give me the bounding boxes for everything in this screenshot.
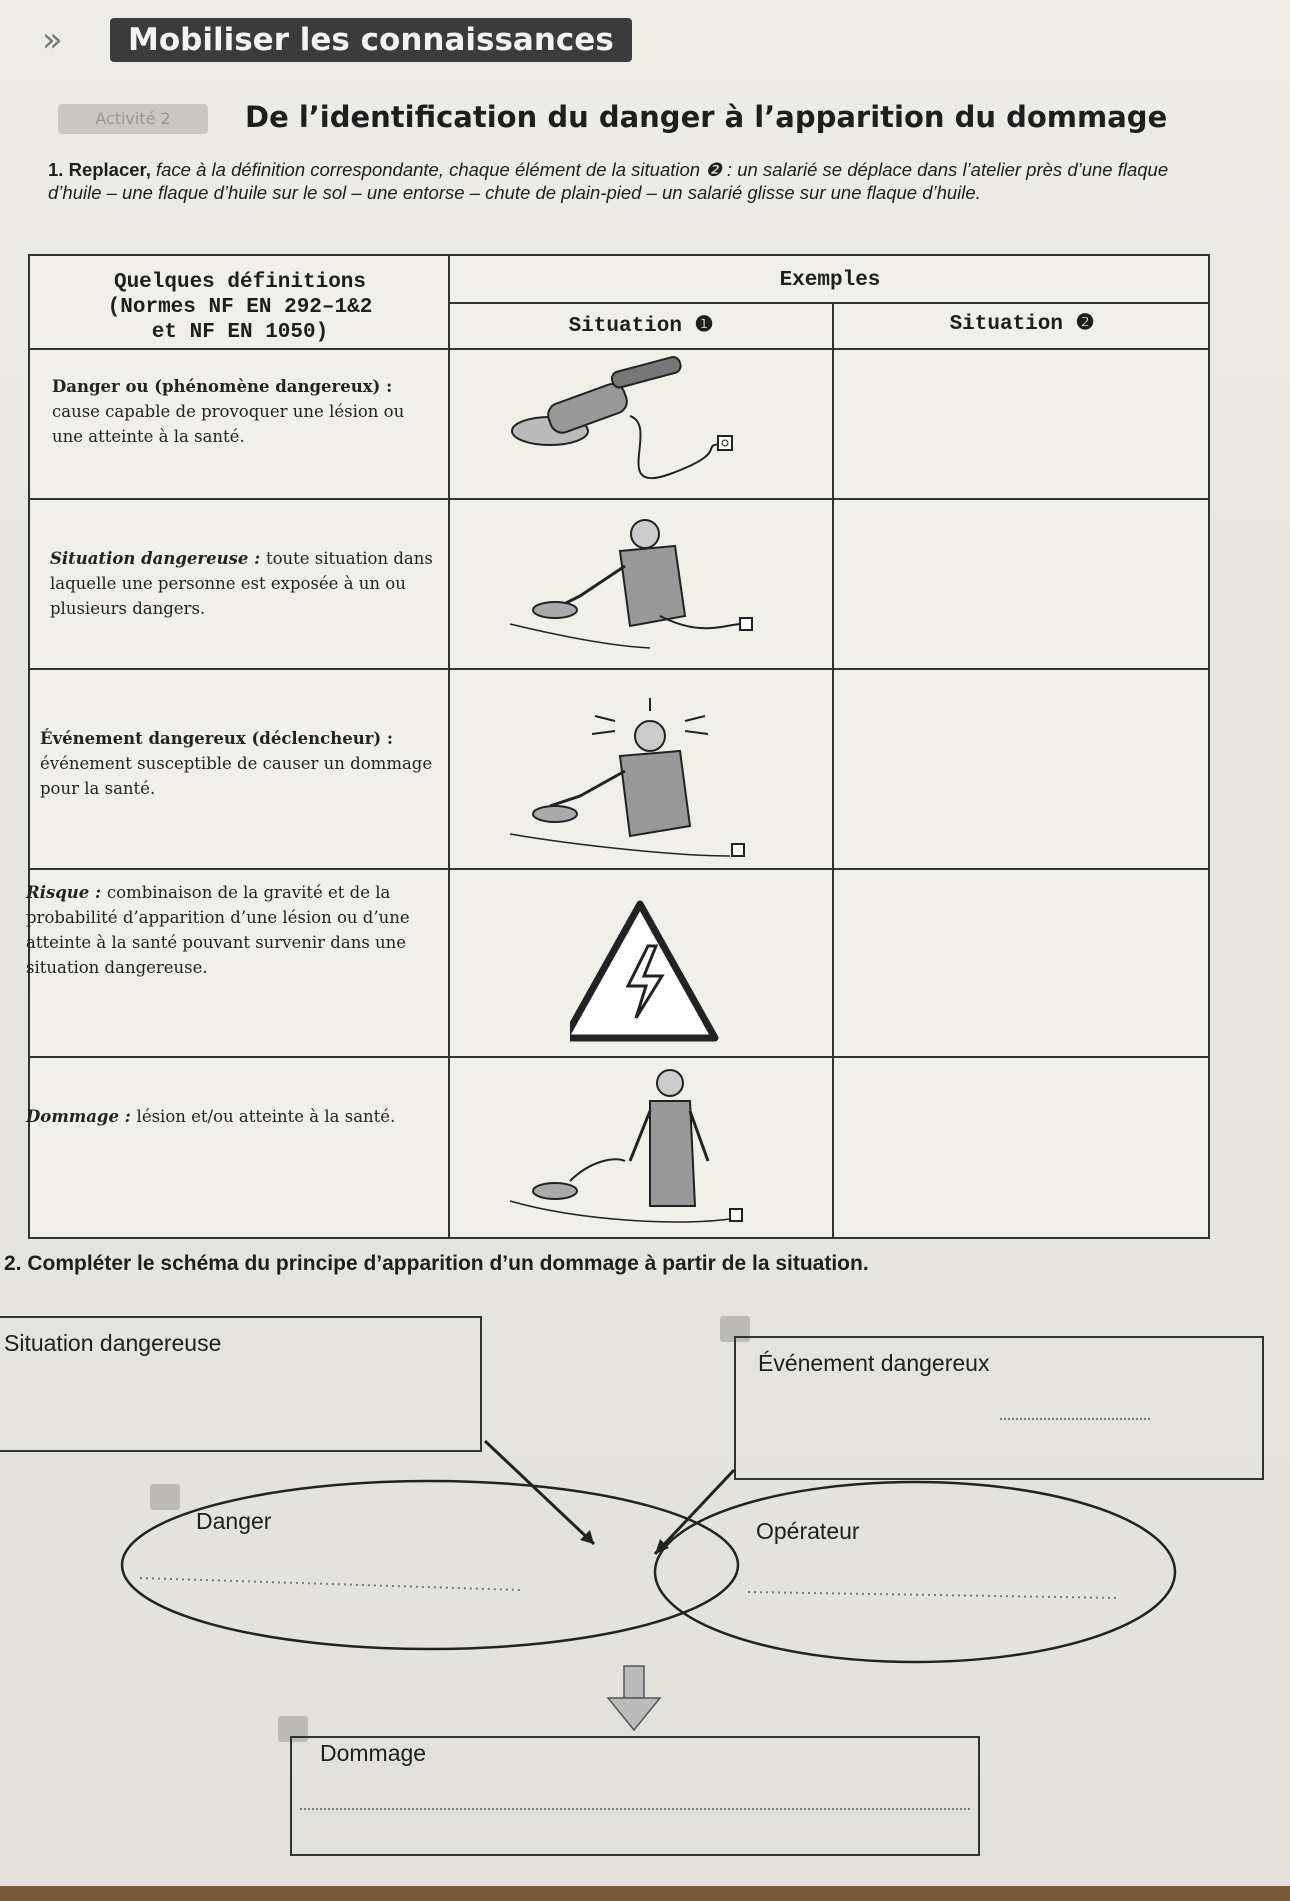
worker-arm <box>550 771 625 806</box>
instruction-text: face à la définition correspondante, chaque élément de la situation ❷ : un salarié se déplace dans l’atelier près d’une flaque d’huile – une flaque d’huile sur le sol – une entorse – chute de plain-pied – un salarié glisse sur une flaque d’huile. <box>48 159 1169 203</box>
header-situation-2: Situation ❷ <box>949 313 1095 336</box>
section-banner: Mobiliser les connaissances <box>110 18 632 62</box>
answer-line <box>1000 1418 1150 1420</box>
definition-term: Risque : <box>26 883 102 902</box>
definition-term: Situation dangereuse : <box>50 549 261 568</box>
definitions-table <box>28 254 1210 1239</box>
instruction-text: Compléter le schéma du principe d’apparition d’un dommage à partir de la situation. <box>27 1252 869 1275</box>
down-arrow-icon <box>600 1664 670 1734</box>
header-examples: Exemples <box>779 269 881 292</box>
header-line: Quelques définitions <box>113 271 367 294</box>
grinder-disc <box>533 602 577 618</box>
definition-term: Événement dangereux (déclencheur) : <box>40 729 394 748</box>
venn-diagram <box>0 1440 1290 1680</box>
definition-evenement-dangereux <box>40 726 440 801</box>
arrow-shaft <box>624 1666 644 1698</box>
table-row-divider <box>30 498 1210 500</box>
grinder-handle <box>610 356 682 389</box>
header-line: (Normes NF EN 292–1&2 <box>107 296 373 319</box>
definition-situation-dangereuse <box>50 546 440 621</box>
floor-line <box>510 1201 730 1222</box>
instruction-number: 2. <box>4 1252 22 1275</box>
power-cable <box>570 1159 625 1181</box>
worker-arm <box>560 566 625 606</box>
arrow-point <box>608 1698 660 1730</box>
electrical-hazard-icon <box>570 896 750 1046</box>
warning-triangle <box>570 904 715 1038</box>
table-col-divider <box>448 256 450 1237</box>
header-definitions <box>50 270 430 345</box>
answer-line <box>140 1578 520 1590</box>
table-row-divider <box>30 868 1210 870</box>
workbench-line <box>510 624 650 648</box>
activity-title: De l’identification du danger à l’apparition du dommage <box>245 100 1168 134</box>
power-cable <box>630 416 720 478</box>
worker-head <box>657 1070 683 1096</box>
definition-text: cause capable de provoquer une lésion ou une atteinte à la santé. <box>52 402 405 446</box>
instruction-number: 1. <box>48 159 64 180</box>
definition-term: Danger ou (phénomène dangereux) : <box>52 377 393 396</box>
worker-body <box>650 1101 695 1206</box>
danger-ellipse <box>122 1481 738 1649</box>
plug <box>718 436 732 450</box>
workbench-line <box>510 834 730 856</box>
definition-text: combinaison de la gravité et de la probabilité d’apparition d’une lésion ou d’une atteinte à la santé pouvant survenir dans une situation dangereuse. <box>26 883 410 977</box>
worker-grinding-illustration <box>500 506 800 656</box>
label-danger: Danger <box>196 1508 272 1534</box>
worker-head <box>635 721 665 751</box>
table-row-divider <box>30 668 1210 670</box>
definition-risque <box>26 880 436 980</box>
plug <box>730 1209 742 1221</box>
worker-body <box>620 546 685 626</box>
desk-edge <box>0 1886 1290 1901</box>
instruction-1 <box>48 158 1178 204</box>
injured-worker-illustration <box>500 1061 800 1236</box>
worker-head <box>631 520 659 548</box>
step-badge <box>150 1484 180 1510</box>
definition-danger <box>52 374 437 449</box>
instruction-verb: Replacer, <box>68 159 151 180</box>
label-evenement-dangereux: Événement dangereux <box>758 1350 990 1376</box>
worker-spark-illustration <box>500 696 800 861</box>
grinder-on-floor <box>533 1183 577 1199</box>
table-col-divider <box>832 302 834 1237</box>
angle-grinder-illustration <box>500 356 780 496</box>
plug <box>740 618 752 630</box>
definition-text: lésion et/ou atteinte à la santé. <box>136 1107 396 1126</box>
definition-dommage <box>26 1104 436 1129</box>
worker-body <box>620 751 690 836</box>
header-situation-1: Situation ❶ <box>568 315 714 338</box>
answer-line <box>300 1808 970 1810</box>
header-line: et NF EN 1050) <box>151 321 329 344</box>
answer-line <box>748 1592 1120 1598</box>
table-header-divider <box>448 302 1210 304</box>
label-dommage: Dommage <box>320 1740 427 1766</box>
activity-badge: Activité 2 <box>58 104 208 134</box>
label-operateur: Opérateur <box>756 1518 860 1544</box>
table-header-bottom <box>30 348 1210 350</box>
grinder-disc <box>533 806 577 822</box>
definition-text: événement susceptible de causer un dommage pour la santé. <box>40 754 433 798</box>
definition-text: toute situation dans laquelle une personne est exposée à un ou plusieurs dangers. <box>50 549 433 618</box>
table-row-divider <box>30 1056 1210 1058</box>
instruction-2 <box>4 1252 869 1276</box>
label-situation-dangereuse: Situation dangereuse <box>4 1330 222 1356</box>
operateur-ellipse <box>655 1482 1175 1662</box>
plug <box>732 844 744 856</box>
definition-term: Dommage : <box>26 1107 131 1126</box>
chevron-right-icon: » <box>42 20 63 60</box>
